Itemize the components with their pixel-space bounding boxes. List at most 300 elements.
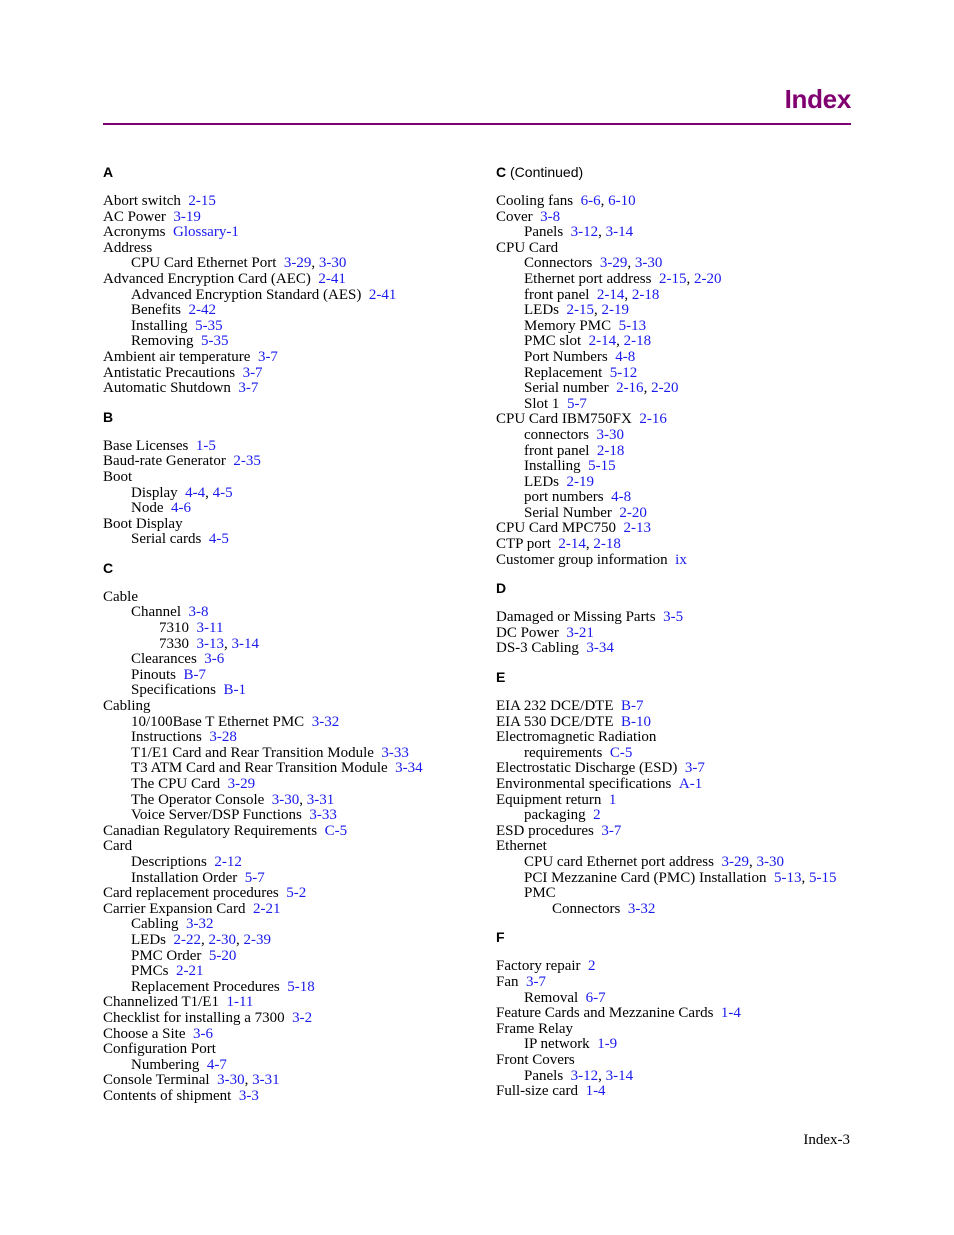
index-entry (103, 241, 483, 257)
page-reference-link[interactable]: 2-14 (588, 333, 617, 350)
index-term: Channelized T1/E1 (103, 994, 219, 1011)
index-term: Feature Cards and Mezzanine Cards (496, 1005, 714, 1022)
index-term: front panel (524, 286, 590, 303)
index-entry (103, 319, 483, 335)
page-reference-link[interactable]: 3-11 (196, 620, 224, 637)
index-entry (496, 808, 856, 824)
page-reference-link[interactable]: 6-10 (608, 193, 636, 209)
index-term: Card (103, 838, 133, 855)
index-entry (496, 1084, 856, 1100)
index-entry (103, 272, 483, 288)
index-entry (103, 808, 483, 824)
page-reference-link[interactable]: 3-33 (381, 744, 409, 761)
index-entry (496, 366, 856, 382)
index-term: Ethernet port address (524, 270, 652, 287)
index-entry (496, 975, 856, 991)
index-entry (103, 210, 483, 226)
index-entry: CPU card Ethernet port address 3-29, 3-30 (524, 853, 784, 870)
index-entry (496, 521, 856, 537)
index-term: PCI Mezzanine Card (PMC) Installation (524, 869, 767, 886)
index-term: 7310 (159, 620, 189, 637)
index-entry: Serial number 2-16, 2-20 (524, 380, 679, 397)
index-term: Antistatic Precautions (103, 364, 236, 381)
index-entry: Ethernet port address 2-15, 2-20 (524, 270, 722, 287)
page-reference-link[interactable]: 1-11 (226, 994, 254, 1011)
index-entry (103, 1027, 483, 1043)
index-entry (103, 1089, 483, 1105)
index-entry (496, 412, 856, 428)
index-term: The Operator Console (131, 791, 265, 808)
index-term: Ethernet (496, 838, 547, 855)
page-reference-link[interactable]: 3-6 (204, 651, 225, 668)
index-term: Installing (524, 458, 581, 475)
page-reference-link[interactable]: 3-34 (395, 760, 423, 777)
index-entry (103, 964, 483, 980)
page-reference-link[interactable]: 2-18 (596, 442, 625, 459)
index-term: DC Power (496, 624, 559, 641)
page-reference-link[interactable]: 3-29 (283, 255, 312, 272)
page-reference-link[interactable]: 3-7 (601, 822, 622, 839)
index-term: Baud-rate Generator (103, 453, 226, 470)
index-column-left (103, 164, 483, 1116)
index-term: packaging (524, 807, 586, 824)
index-entry (496, 444, 856, 460)
page-reference-link[interactable]: 3-30 (634, 255, 663, 272)
page-reference-link[interactable]: 2-20 (693, 270, 722, 287)
page-reference-link[interactable]: 2-20 (651, 380, 679, 397)
index-term: Serial Number (524, 504, 612, 521)
index-entry (103, 652, 483, 668)
index-term: PMC Order (131, 947, 202, 964)
section-letter: E (496, 669, 506, 686)
page-reference-link[interactable]: 3-21 (566, 624, 594, 641)
page-reference-link[interactable]: 3-12 (570, 224, 599, 241)
index-term: Customer group information (496, 551, 668, 568)
index-entry (496, 746, 856, 762)
index-term: Numbering (131, 1056, 200, 1073)
section-heading (496, 929, 856, 953)
page-reference-link[interactable]: ix (675, 551, 687, 568)
index-term: LEDs (524, 473, 559, 490)
index-entry (103, 871, 483, 887)
index-term: Cover (496, 208, 533, 225)
index-term: Benefits (131, 302, 181, 319)
index-term: ESD procedures (496, 822, 594, 839)
page-reference-link[interactable]: 4-4 (185, 484, 206, 501)
page-reference-link[interactable]: 3-14 (605, 1067, 634, 1084)
index-term: CTP port (496, 536, 551, 553)
index-entry (103, 995, 483, 1011)
section-heading (496, 580, 856, 604)
index-entry (496, 715, 856, 731)
page-reference-link[interactable]: 4-6 (171, 500, 191, 517)
index-entry (103, 902, 483, 918)
page-reference-link[interactable]: 1 (608, 791, 617, 808)
page-reference-link[interactable]: 5-13 (618, 317, 647, 334)
index-term: Replacement (524, 364, 603, 381)
index-term: Fan (496, 973, 519, 990)
index-entry (496, 319, 856, 335)
index-term: AC Power (103, 208, 166, 225)
page-reference-link[interactable]: 3-19 (173, 208, 201, 225)
page-reference-link[interactable]: 5-7 (566, 395, 587, 412)
page-reference-link[interactable]: 3-7 (242, 364, 263, 381)
index-term: Base Licenses (103, 437, 189, 454)
index-term: CPU Card MPC750 (496, 520, 617, 537)
page-reference-link[interactable]: C-5 (609, 744, 633, 761)
page-reference-link[interactable]: 3-29 (721, 853, 749, 870)
index-entry (103, 746, 483, 762)
index-term: Card replacement procedures (103, 885, 279, 902)
page-reference-link[interactable]: 4-5 (212, 484, 233, 501)
index-entry (496, 490, 856, 506)
index-entry (103, 590, 483, 606)
index-term: Replacement Procedures (131, 978, 280, 995)
page-reference-link[interactable]: 3-6 (193, 1025, 213, 1042)
index-entry: LEDs 2-22, 2-30, 2-39 (131, 931, 271, 948)
index-entry (496, 886, 856, 902)
page-reference-link[interactable]: 3-32 (627, 900, 656, 917)
index-entry (496, 210, 856, 226)
page-reference-link[interactable]: 2-18 (631, 286, 660, 303)
page-reference-link[interactable]: 2-20 (619, 504, 647, 521)
section-letter: A (103, 164, 114, 180)
page-reference-link[interactable]: 3-31 (252, 1072, 280, 1089)
index-entry (496, 959, 856, 975)
index-entry (103, 470, 483, 486)
index-term: port numbers (524, 489, 604, 506)
index-entry: Panels 3-12, 3-14 (524, 1067, 634, 1084)
page-reference-link[interactable]: 5-15 (588, 458, 616, 475)
page-reference-link[interactable]: 3-7 (684, 760, 705, 777)
index-entry: Display 4-4, 4-5 (131, 484, 233, 501)
index-term: Serial number (524, 380, 609, 397)
page-reference-link[interactable]: 3-8 (540, 208, 561, 225)
index-entry (496, 902, 856, 918)
index-entry: front panel 2-14, 2-18 (524, 286, 660, 303)
index-term: front panel (524, 442, 590, 459)
page-reference-link[interactable]: 3-8 (188, 604, 209, 621)
index-term: Contents of shipment (103, 1087, 232, 1104)
page-reference-link[interactable]: 2 (593, 807, 601, 824)
page-reference-link[interactable]: 3-3 (238, 1087, 259, 1104)
page-reference-link[interactable]: 4-7 (206, 1056, 227, 1073)
page-reference-link[interactable]: 3-31 (306, 791, 335, 808)
index-entry (103, 917, 483, 933)
index-entry (103, 454, 483, 470)
index-entry (496, 761, 856, 777)
page-reference-link[interactable]: 3-32 (311, 713, 340, 730)
index-term: Choose a Site (103, 1025, 186, 1042)
index-term: PMC slot (524, 333, 582, 350)
section-heading (103, 560, 483, 584)
index-term: Instructions (131, 729, 202, 746)
page-reference-link[interactable]: 2-41 (318, 270, 346, 287)
index-term: Electromagnetic Radiation (496, 729, 657, 746)
section-letter: D (496, 580, 507, 597)
index-entry (103, 980, 483, 996)
index-entry (103, 777, 483, 793)
index-term: Removing (131, 333, 194, 350)
page-reference-link[interactable]: 3-14 (231, 635, 259, 652)
index-entry (496, 839, 856, 855)
page-reference-link[interactable]: 2-21 (252, 900, 281, 917)
index-entry (103, 225, 483, 241)
index-term: Boot (103, 468, 133, 485)
page-reference-link[interactable]: 3-30 (756, 853, 784, 870)
index-term: connectors (524, 426, 589, 443)
index-term: Environmental specifications (496, 776, 672, 792)
section-heading (103, 164, 483, 188)
index-entry (103, 605, 483, 621)
page-reference-link[interactable]: 6-7 (585, 989, 606, 1006)
page-reference-link[interactable]: 5-12 (609, 364, 638, 381)
page-reference-link[interactable]: 4-8 (611, 489, 632, 506)
page-reference-link[interactable]: 2-15 (566, 302, 594, 319)
index-entry (496, 777, 856, 793)
index-entry (103, 761, 483, 777)
index-term: Removal (524, 989, 579, 1006)
page-reference-link[interactable]: 3-30 (217, 1072, 245, 1089)
index-term: Descriptions (131, 853, 207, 870)
index-term: Channel (131, 604, 181, 621)
page-reference-link[interactable]: 2-12 (214, 853, 242, 870)
page-reference-link[interactable]: 3-14 (605, 224, 634, 241)
index-entry: Panels 3-12, 3-14 (524, 224, 634, 241)
page-reference-link[interactable]: 2-21 (176, 963, 204, 980)
index-entry (496, 699, 856, 715)
index-entry (496, 1037, 856, 1053)
index-entry (496, 553, 856, 569)
index-term: LEDs (131, 931, 166, 948)
index-term: IP network (524, 1036, 590, 1053)
page-reference-link[interactable]: 2-14 (558, 536, 586, 553)
section-continued: (Continued) (510, 164, 584, 180)
index-entry (496, 1006, 856, 1022)
index-term: T3 ATM Card and Rear Transition Module (131, 760, 388, 777)
index-entry (496, 991, 856, 1007)
index-entry (103, 288, 483, 304)
page-reference-link[interactable]: 3-7 (257, 348, 278, 365)
page-reference-link[interactable]: 2-35 (233, 453, 261, 470)
page-number: Index-3 (803, 1132, 850, 1148)
index-term: Cable (103, 588, 138, 605)
index-entry (496, 626, 856, 642)
index-term: LEDs (524, 302, 559, 319)
page-reference-link[interactable]: 2-15 (188, 193, 216, 209)
page-reference-link[interactable]: 5-35 (201, 333, 229, 350)
page-reference-link[interactable]: 4-5 (208, 531, 229, 548)
index-term: Checklist for installing a 7300 (103, 1009, 285, 1026)
page-reference-link[interactable]: 5-18 (287, 978, 315, 995)
page-reference-link[interactable]: 3-29 (599, 255, 628, 272)
index-term: Acronyms (103, 224, 166, 241)
index-entry (103, 715, 483, 731)
index-term: Advanced Encryption Standard (AES) (131, 286, 362, 303)
page-reference-link[interactable]: 2-41 (368, 286, 397, 303)
index-entry (103, 334, 483, 350)
index-term: Port Numbers (524, 348, 608, 365)
page-reference-link[interactable]: 1-9 (597, 1036, 618, 1053)
index-entry (496, 824, 856, 840)
index-entry (496, 1053, 856, 1069)
index-term: Front Covers (496, 1051, 575, 1068)
page-reference-link[interactable]: 6-6 (580, 193, 601, 209)
page-reference-link[interactable]: 3-32 (186, 916, 214, 933)
index-term: Cabling (131, 916, 179, 933)
page-reference-link[interactable]: 3-13 (196, 635, 224, 652)
index-entry (103, 683, 483, 699)
index-term: T1/E1 Card and Rear Transition Module (131, 744, 374, 761)
index-term: Slot 1 (524, 395, 560, 412)
page-reference-link[interactable]: 3-28 (209, 729, 237, 746)
index-term: Cabling (103, 698, 151, 715)
page-reference-link[interactable]: 2-16 (639, 411, 667, 428)
index-term: Clearances (131, 651, 197, 668)
index-entry (496, 241, 856, 257)
title-rule (103, 123, 851, 125)
index-term: Abort switch (103, 193, 181, 209)
index-entry (103, 949, 483, 965)
index-term: Connectors (524, 255, 593, 272)
section-heading (496, 164, 856, 188)
page-reference-link[interactable]: B-7 (621, 698, 644, 715)
index-term: Installation Order (131, 869, 238, 886)
page-reference-link[interactable]: 3-5 (663, 609, 684, 626)
index-term: Voice Server/DSP Functions (131, 807, 302, 824)
page-reference-link[interactable]: 3-7 (526, 973, 546, 990)
page-reference-link[interactable]: 2-39 (243, 931, 271, 948)
page-reference-link[interactable]: 1-4 (720, 1005, 741, 1022)
page-reference-link[interactable]: B-1 (223, 682, 246, 699)
index-term: DS-3 Cabling (496, 640, 579, 657)
page-reference-link[interactable]: 2-13 (623, 520, 652, 537)
page-reference-link[interactable]: 4-8 (615, 348, 636, 365)
index-term: Serial cards (131, 531, 202, 548)
index-entry (103, 381, 483, 397)
index-term: Automatic Shutdown (103, 380, 231, 397)
index-term: Pinouts (131, 666, 177, 683)
index-term: Specifications (131, 682, 216, 699)
index-entry: Cooling fans 6-6, 6-10 (496, 193, 636, 209)
index-term: requirements (524, 744, 603, 761)
index-entry: 7330 3-13, 3-14 (159, 635, 259, 652)
index-term: PMC (524, 885, 556, 902)
index-entry (496, 506, 856, 522)
page-reference-link[interactable]: 2-22 (173, 931, 201, 948)
index-term: Carrier Expansion Card (103, 900, 246, 917)
index-entry (103, 439, 483, 455)
index-entry: Console Terminal 3-30, 3-31 (103, 1072, 280, 1089)
index-entry (496, 428, 856, 444)
index-entry (496, 730, 856, 746)
page-reference-link[interactable]: 3-30 (271, 791, 300, 808)
index-term: CPU Card (496, 239, 559, 256)
index-entry (103, 1058, 483, 1074)
index-entry (496, 610, 856, 626)
page-reference-link[interactable]: 3-2 (292, 1009, 313, 1026)
index-entry (496, 350, 856, 366)
index-term: Node (131, 500, 164, 517)
page-reference-link[interactable]: 2-18 (623, 333, 652, 350)
page-reference-link[interactable]: 2 (588, 958, 596, 975)
page-reference-link[interactable]: 5-20 (208, 947, 237, 964)
index-entry (496, 397, 856, 413)
page-reference-link[interactable]: 3-7 (238, 380, 259, 397)
page-reference-link[interactable]: C-5 (324, 822, 348, 839)
index-entry: The Operator Console 3-30, 3-31 (131, 791, 335, 808)
section-letter: B (103, 408, 114, 425)
index-term: Electrostatic Discharge (ESD) (496, 760, 678, 777)
index-entry (103, 730, 483, 746)
index-entry (103, 886, 483, 902)
index-term: PMCs (131, 963, 169, 980)
section-letter: C (103, 559, 114, 576)
page-reference-link[interactable]: 3-12 (570, 1067, 599, 1084)
index-term: Equipment return (496, 791, 602, 808)
page-reference-link[interactable]: 2-16 (616, 380, 644, 397)
page-reference-link[interactable]: 3-34 (586, 640, 614, 657)
index-entry (496, 641, 856, 657)
index-entry (103, 517, 483, 533)
page-reference-link[interactable]: 2-30 (208, 931, 236, 948)
section-letter: F (496, 929, 505, 946)
section-letter: C (496, 164, 507, 180)
page-reference-link[interactable]: 1-4 (585, 1083, 606, 1100)
page-title: Index (784, 84, 851, 114)
page-reference-link[interactable]: B-7 (183, 666, 207, 683)
index-entry: CPU Card Ethernet Port 3-29, 3-30 (131, 255, 347, 272)
page-reference-link[interactable]: 5-2 (286, 885, 307, 902)
page-reference-link[interactable]: 3-33 (309, 807, 337, 824)
page-reference-link[interactable]: 5-7 (244, 869, 265, 886)
page-reference-link[interactable]: 2-19 (566, 473, 594, 490)
index-entry (103, 501, 483, 517)
index-entry (103, 350, 483, 366)
page-reference-link[interactable]: 3-30 (318, 255, 347, 272)
index-entry (496, 475, 856, 491)
page-reference-link[interactable]: 5-15 (808, 869, 837, 886)
page-reference-link[interactable]: 2-15 (658, 270, 687, 287)
page-reference-link[interactable]: 5-13 (773, 869, 802, 886)
page-reference-link[interactable]: 2-19 (601, 302, 629, 319)
index-entry (496, 793, 856, 809)
index-entry: PCI Mezzanine Card (PMC) Installation 5-13, 5-15 (524, 869, 837, 886)
index-term: 7330 (159, 635, 189, 652)
index-entry (103, 699, 483, 715)
page-reference-link[interactable]: 5-35 (195, 317, 223, 334)
index-term: Factory repair (496, 958, 581, 975)
page-reference-link[interactable]: 1-5 (195, 437, 216, 454)
index-term: Address (103, 239, 153, 256)
page-reference-link[interactable]: 2-14 (596, 286, 625, 303)
page-reference-link[interactable]: 2-42 (188, 302, 216, 319)
index-term: CPU Card IBM750FX (496, 411, 632, 428)
index-entry: CTP port 2-14, 2-18 (496, 536, 621, 553)
page-reference-link[interactable]: 2-18 (593, 536, 621, 553)
page-reference-link[interactable]: B-10 (621, 713, 651, 730)
index-entry (103, 855, 483, 871)
index-entry (103, 1042, 483, 1058)
index-term: CPU card Ethernet port address (524, 853, 714, 870)
page-reference-link[interactable]: Glossary-1 (173, 224, 239, 241)
page-reference-link[interactable]: 3-30 (596, 426, 624, 443)
index-entry (103, 532, 483, 548)
index-entry (103, 824, 483, 840)
index-term: Boot Display (103, 515, 183, 532)
page-reference-link[interactable]: A-1 (678, 776, 703, 792)
page-reference-link[interactable]: 3-29 (227, 776, 256, 792)
